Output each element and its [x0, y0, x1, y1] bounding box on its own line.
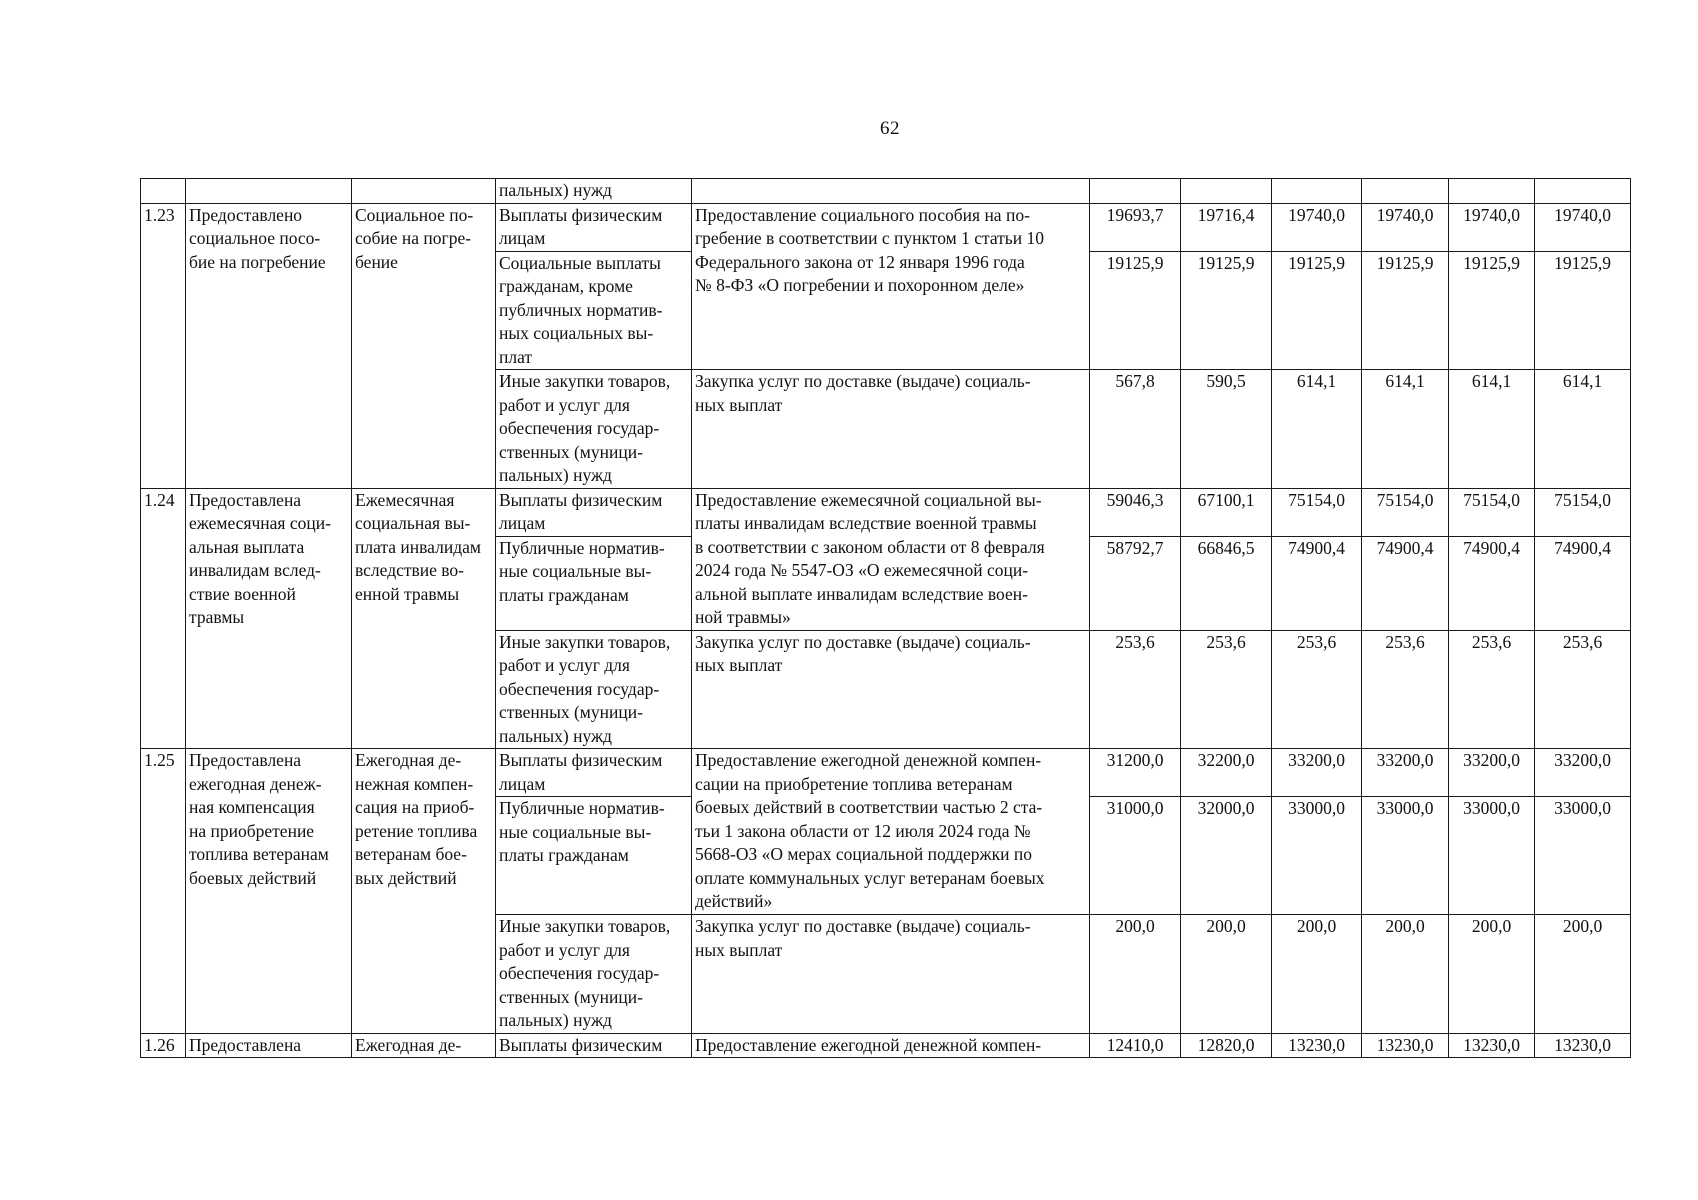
value-cell: 253,6: [1272, 630, 1362, 749]
table-row: [141, 488, 1631, 536]
value-cell: 200,0: [1449, 915, 1535, 1034]
value-cell: 33000,0: [1362, 797, 1449, 915]
kvr-cell: Иные закупки товаров, работ и услуг для обеспечения государ- ственных (муници- пальных) нужд: [496, 915, 692, 1034]
value-cell: 13230,0: [1362, 1033, 1449, 1058]
value-cell: 19740,0: [1449, 203, 1535, 251]
result-cell: Предоставлена ежемесячная соци- альная выплата инвалидам вслед- ствие военной травмы: [186, 488, 352, 749]
description-cell: Закупка услуг по доставке (выдаче) социаль- ных выплат: [692, 915, 1090, 1034]
value-cell: 19125,9: [1272, 251, 1362, 370]
value-cell: 31200,0: [1090, 749, 1181, 797]
value-cell: 74900,4: [1449, 536, 1535, 630]
value-cell: 19693,7: [1090, 203, 1181, 251]
value-cell: 33200,0: [1449, 749, 1535, 797]
value-cell: 66846,5: [1181, 536, 1272, 630]
value-cell: 19125,9: [1449, 251, 1535, 370]
kvr-cell: Иные закупки товаров, работ и услуг для обеспечения государ- ственных (муници- пальных) нужд: [496, 630, 692, 749]
value-cell: 614,1: [1535, 370, 1631, 489]
value-cell: 75154,0: [1535, 488, 1631, 536]
value-cell: 58792,7: [1090, 536, 1181, 630]
value-cell: 19125,9: [1362, 251, 1449, 370]
value-cell: 200,0: [1535, 915, 1631, 1034]
result-cell: Предоставлена: [186, 1033, 352, 1058]
continuation-row: [141, 179, 1631, 204]
value-cell: 13230,0: [1535, 1033, 1631, 1058]
value-cell: 12410,0: [1090, 1033, 1181, 1058]
value-cell: 200,0: [1181, 915, 1272, 1034]
row-number: 1.23: [141, 203, 186, 488]
description-cell: Предоставление ежегодной денежной компен-: [692, 1033, 1090, 1058]
description-cell: Предоставление ежемесячной социальной вы- платы инвалидам вследствие военной травмы в соответствии с законом области от 8 февраля 2024 года № 5547-ОЗ «О ежемесячной соци- альной выплате инвалидам вследствие воен- ной травмы»: [692, 488, 1090, 630]
value-cell: 33000,0: [1272, 797, 1362, 915]
value-cell: 13230,0: [1449, 1033, 1535, 1058]
result-cell: Предоставлена ежегодная денеж- ная компенсация на приобретение топлива ветеранам боевых действий: [186, 749, 352, 1034]
description-cell: Закупка услуг по доставке (выдаче) социаль- ных выплат: [692, 630, 1090, 749]
kvr-cell: Социальные выплаты гражданам, кроме публичных норматив- ных социальных вы- плат: [496, 251, 692, 370]
row-number: 1.26: [141, 1033, 186, 1058]
value-cell: 253,6: [1449, 630, 1535, 749]
result-cell: Предоставлено социальное посо- бие на погребение: [186, 203, 352, 488]
description-cell: Предоставление социального пособия на по- гребение в соответствии с пунктом 1 статьи 10 Федерального закона от 12 января 1996 года № 8-ФЗ «О погребении и похоронном деле»: [692, 203, 1090, 370]
value-cell: 200,0: [1272, 915, 1362, 1034]
measure-cell: Ежемесячная социальная вы- плата инвалидам вследствие во- енной травмы: [352, 488, 496, 749]
value-cell: 590,5: [1181, 370, 1272, 489]
value-cell: 67100,1: [1181, 488, 1272, 536]
value-cell: 75154,0: [1449, 488, 1535, 536]
description-cell: Закупка услуг по доставке (выдаче) социаль- ных выплат: [692, 370, 1090, 489]
table-row: [141, 1033, 1631, 1058]
value-cell: 12820,0: [1181, 1033, 1272, 1058]
value-cell: 19125,9: [1090, 251, 1181, 370]
value-cell: 32200,0: [1181, 749, 1272, 797]
value-cell: 200,0: [1362, 915, 1449, 1034]
table-row: [141, 203, 1631, 251]
measure-cell: Социальное по- собие на погре- бение: [352, 203, 496, 488]
value-cell: 33000,0: [1449, 797, 1535, 915]
value-cell: 614,1: [1362, 370, 1449, 489]
kvr-cell: Иные закупки товаров, работ и услуг для обеспечения государ- ственных (муници- пальных) нужд: [496, 370, 692, 489]
value-cell: 200,0: [1090, 915, 1181, 1034]
kvr-cell: Выплаты физическим лицам: [496, 488, 692, 536]
value-cell: 19716,4: [1181, 203, 1272, 251]
measure-cell: Ежегодная де- нежная компен- сация на приоб- ретение топлива ветеранам бое- вых действий: [352, 749, 496, 1034]
measure-cell: Ежегодная де-: [352, 1033, 496, 1058]
table-row: [141, 749, 1631, 797]
value-cell: 253,6: [1362, 630, 1449, 749]
kvr-cell: Выплаты физическим лицам: [496, 749, 692, 797]
kvr-cell: Выплаты физическим лицам: [496, 203, 692, 251]
value-cell: 19125,9: [1535, 251, 1631, 370]
value-cell: 13230,0: [1272, 1033, 1362, 1058]
value-cell: 33200,0: [1535, 749, 1631, 797]
value-cell: 19740,0: [1272, 203, 1362, 251]
value-cell: 59046,3: [1090, 488, 1181, 536]
value-cell: 19125,9: [1181, 251, 1272, 370]
value-cell: 74900,4: [1535, 536, 1631, 630]
kvr-cell: Публичные норматив- ные социальные вы- платы гражданам: [496, 536, 692, 630]
value-cell: 614,1: [1449, 370, 1535, 489]
value-cell: 567,8: [1090, 370, 1181, 489]
value-cell: 74900,4: [1362, 536, 1449, 630]
value-cell: 33000,0: [1535, 797, 1631, 915]
value-cell: 74900,4: [1272, 536, 1362, 630]
value-cell: 253,6: [1090, 630, 1181, 749]
value-cell: 32000,0: [1181, 797, 1272, 915]
kvr-cell: пальных) нужд: [496, 179, 692, 204]
row-number: 1.24: [141, 488, 186, 749]
value-cell: 19740,0: [1362, 203, 1449, 251]
value-cell: 253,6: [1535, 630, 1631, 749]
value-cell: 75154,0: [1272, 488, 1362, 536]
row-number: 1.25: [141, 749, 186, 1034]
kvr-cell: Выплаты физическим: [496, 1033, 692, 1058]
value-cell: 19740,0: [1535, 203, 1631, 251]
value-cell: 31000,0: [1090, 797, 1181, 915]
value-cell: 614,1: [1272, 370, 1362, 489]
value-cell: 33200,0: [1272, 749, 1362, 797]
budget-table: [140, 178, 1631, 1058]
page-number: 62: [880, 118, 900, 139]
value-cell: 253,6: [1181, 630, 1272, 749]
value-cell: 75154,0: [1362, 488, 1449, 536]
value-cell: 33200,0: [1362, 749, 1449, 797]
description-cell: Предоставление ежегодной денежной компен- сации на приобретение топлива ветеранам боевых действий в соответствии частью 2 ста- тьи 1 закона области от 12 июля 2024 года № 5668-ОЗ «О мерах социальной поддержки по оплате коммунальных услуг ветеранам боевых действий»: [692, 749, 1090, 915]
kvr-cell: Публичные норматив- ные социальные вы- платы гражданам: [496, 797, 692, 915]
